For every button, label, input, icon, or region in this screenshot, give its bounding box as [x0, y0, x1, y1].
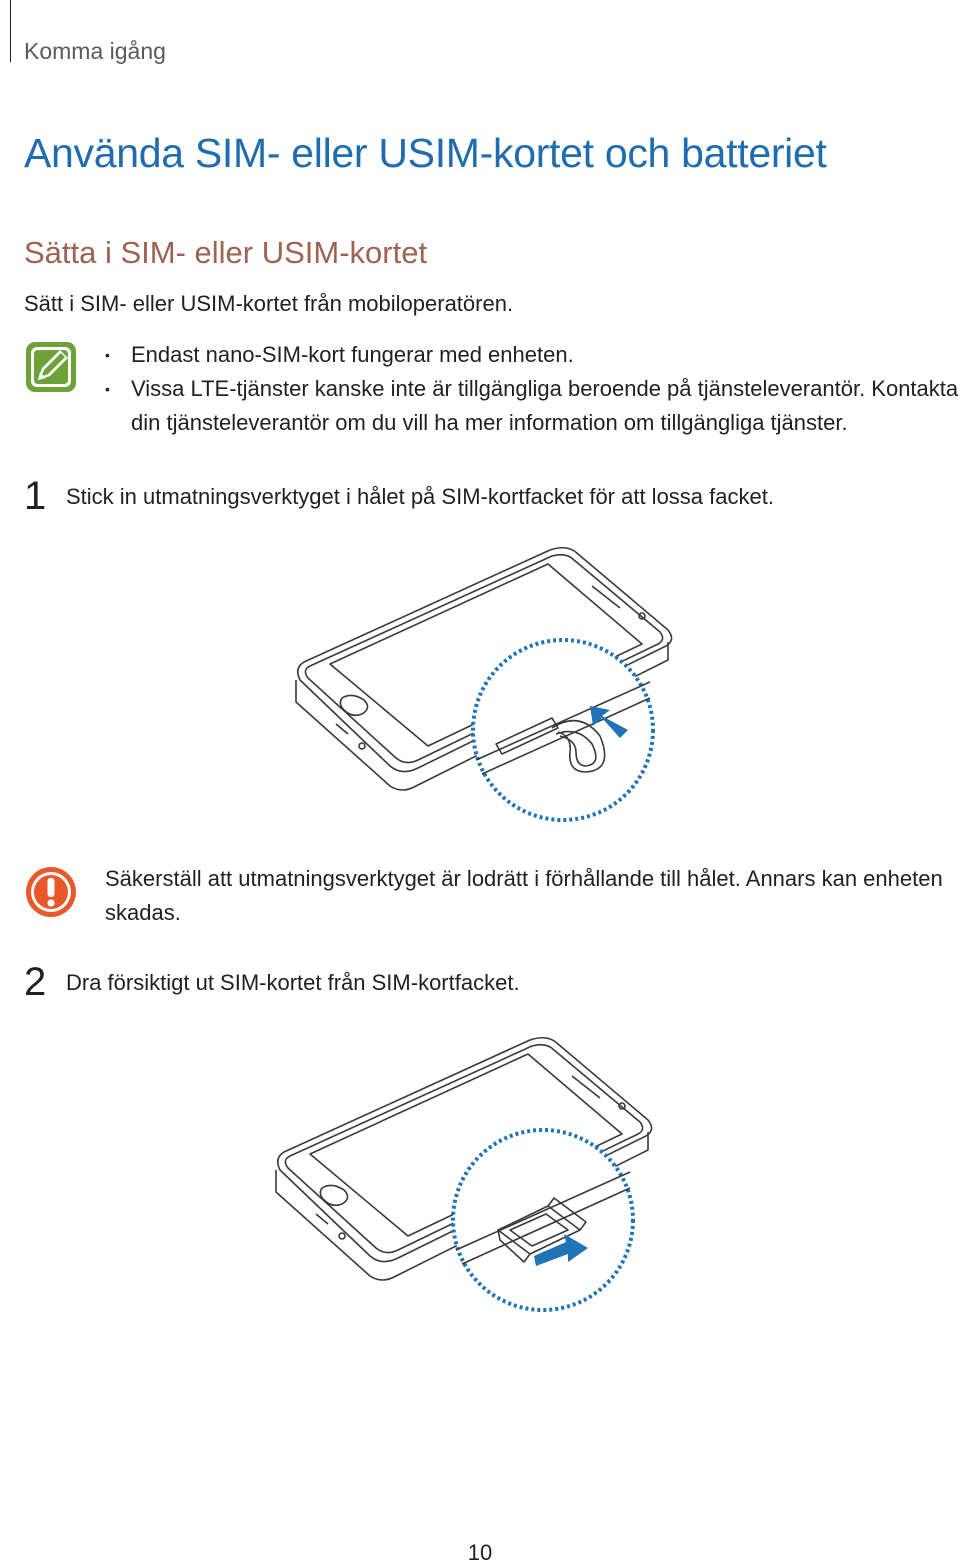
intro-text: Sätt i SIM- eller USIM-kortet från mobiloperatören. — [24, 291, 514, 316]
note-pencil-icon — [24, 340, 78, 394]
note-list — [105, 338, 960, 440]
margin-rule — [10, 0, 11, 62]
step-text: Stick in utmatningsverktyget i hålet på SIM-kortfacket för att lossa facket. — [66, 484, 774, 509]
page-title: Använda SIM- eller USIM-kortet och batteriet — [24, 130, 827, 176]
section-subtitle: Sätta i SIM- eller USIM-kortet — [24, 235, 428, 270]
note-item: • Endast nano-SIM-kort fungerar med enheten. — [105, 338, 960, 372]
page-number: 10 — [467, 1540, 493, 1565]
step-number: 2 — [24, 960, 47, 1004]
phone-insert-pin-illustration — [290, 540, 680, 840]
warning-exclamation-icon — [24, 865, 78, 919]
section-header: Komma igång — [24, 38, 166, 64]
warning-text: Säkerställ att utmatningsverktyget är lodrätt i förhållande till hålet. Annars kan enheten skadas. — [105, 866, 943, 925]
note-item: • Vissa LTE-tjänster kanske inte är tillgängliga beroende på tjänsteleverantör. Kontakta din tjänsteleverantör om du vill ha mer information om tillgängliga tjänster. — [105, 372, 960, 440]
step-text: Dra försiktigt ut SIM-kortet från SIM-kortfacket. — [66, 970, 520, 995]
step-number: 1 — [24, 474, 47, 518]
phone-remove-tray-illustration — [270, 1030, 660, 1330]
